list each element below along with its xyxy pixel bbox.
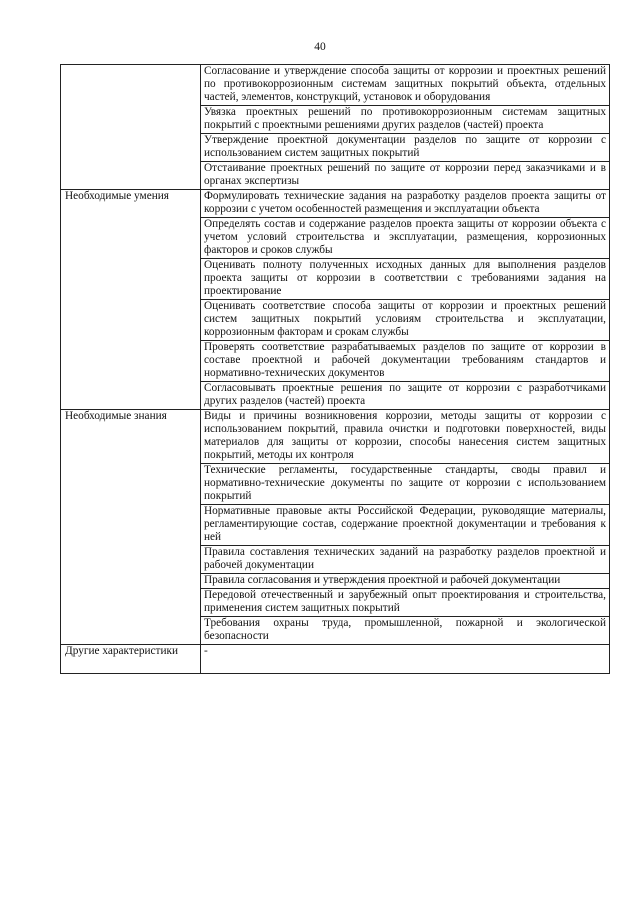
table-row xyxy=(61,65,610,106)
table-row xyxy=(61,190,610,218)
row-label-other: Другие характеристики xyxy=(61,645,201,674)
table-row xyxy=(61,645,610,674)
row-label-skills: Необходимые умения xyxy=(61,190,201,410)
page-number: 40 xyxy=(314,41,326,53)
table-cell: Формулировать технические задания на разработку разделов проекта защиты от коррозии с учетом особенностей размещения и эксплуатации объекта xyxy=(201,190,610,218)
table-cell: Согласование и утверждение способа защиты от коррозии и проектных решений по противокоррозионным системам защитных покрытий объекта, отдельных частей, элементов, конструкций, установок и оборудования xyxy=(201,65,610,106)
table-cell: Оценивать полноту полученных исходных данных для выполнения разделов проекта защиты от коррозии в соответствии с требованиями задания на проектирование xyxy=(201,259,610,300)
table-cell: Виды и причины возникновения коррозии, методы защиты от коррозии с использованием покрытий, правила очистки и подготовки поверхностей, виды материалов для защиты от коррозии, способы нанесения систем защитных покрытий, методы их контроля xyxy=(201,410,610,464)
table-row xyxy=(61,410,610,464)
table-cell: - xyxy=(201,645,610,674)
table-cell: Правила согласования и утверждения проектной и рабочей документации xyxy=(201,574,610,589)
table-cell: Определять состав и содержание разделов проекта защиты от коррозии объекта с учетом условий строительства и эксплуатации, размещения, коррозионных факторов и сроков службы xyxy=(201,218,610,259)
competency-table xyxy=(60,64,610,674)
table-cell: Проверять соответствие разрабатываемых разделов по защите от коррозии в составе проектной и рабочей документации требованиям стандартов и нормативно-технических документов xyxy=(201,341,610,382)
row-label xyxy=(61,65,201,190)
table-cell: Оценивать соответствие способа защиты от коррозии и проектных решений систем защитных покрытий условиям строительства и эксплуатации, коррозионным факторам и срокам службы xyxy=(201,300,610,341)
table-cell: Отстаивание проектных решений по защите от коррозии перед заказчиками и в органах экспертизы xyxy=(201,162,610,190)
table-cell: Правила составления технических заданий на разработку разделов проектной и рабочей документации xyxy=(201,546,610,574)
table-cell: Утверждение проектной документации разделов по защите от коррозии с использованием систем защитных покрытий xyxy=(201,134,610,162)
table-cell: Требования охраны труда, промышленной, пожарной и экологической безопасности xyxy=(201,617,610,645)
table-cell: Нормативные правовые акты Российской Федерации, руководящие материалы, регламентирующие состав, содержание проектной документации и требования к ней xyxy=(201,505,610,546)
table-cell: Увязка проектных решений по противокоррозионным системам защитных покрытий с проектными решениями других разделов (частей) проекта xyxy=(201,106,610,134)
row-label-knowledge: Необходимые знания xyxy=(61,410,201,645)
table-cell: Технические регламенты, государственные стандарты, своды правил и нормативно-технические документы по защите от коррозии с использованием покрытий xyxy=(201,464,610,505)
table-cell: Передовой отечественный и зарубежный опыт проектирования и строительства, применения систем защитных покрытий xyxy=(201,589,610,617)
table-cell: Согласовывать проектные решения по защите от коррозии с разработчиками других разделов (частей) проекта xyxy=(201,382,610,410)
